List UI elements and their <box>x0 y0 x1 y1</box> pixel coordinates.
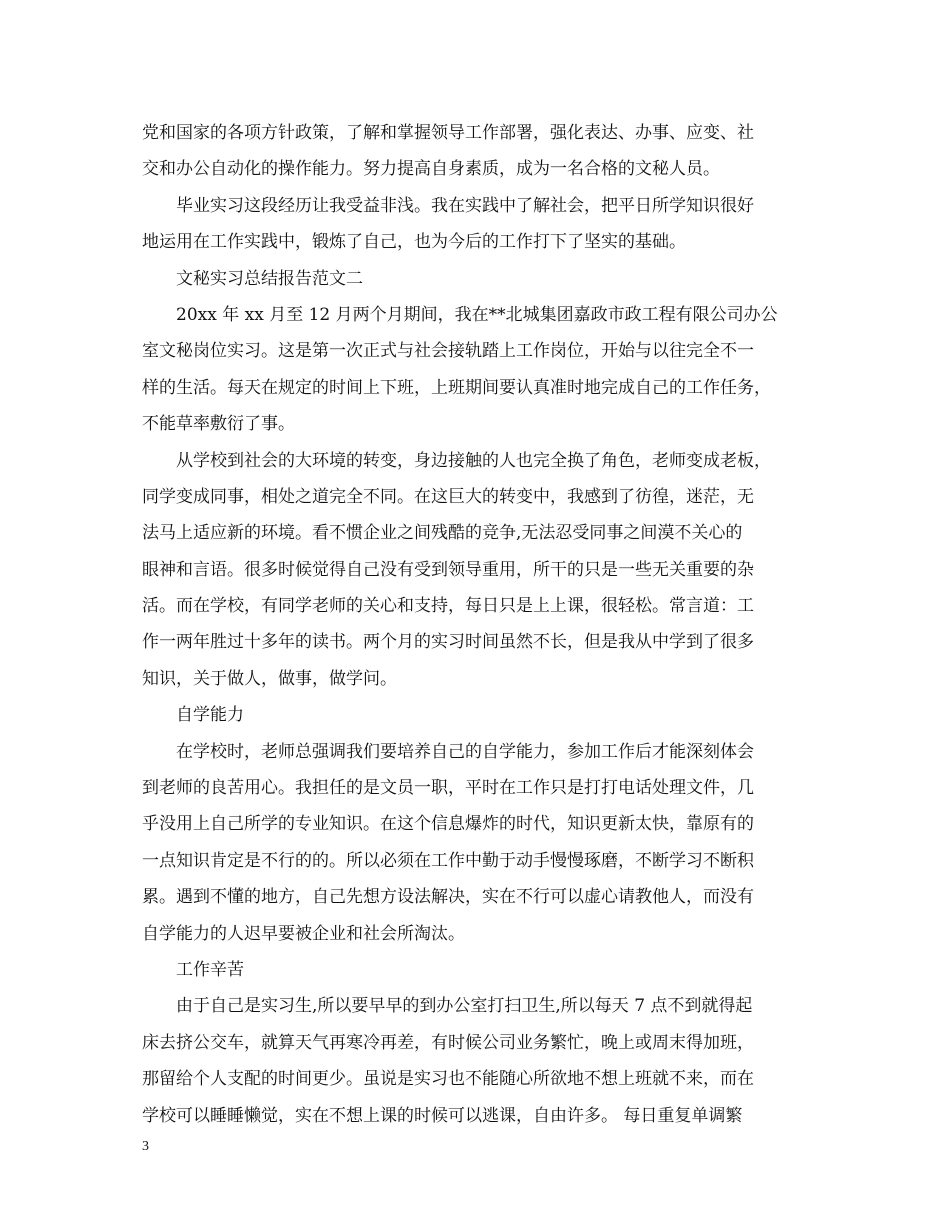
text-line: 党和国家的各项方针政策，了解和掌握领导工作部署，强化表达、办事、应变、社 <box>142 123 754 143</box>
text-line: 由于自己是实习生,所以要早早的到办公室打扫卫生,所以每天 7 点不到就得起 <box>176 996 753 1017</box>
document-body <box>142 115 814 1134</box>
text-line: 自学能力的人迟早要被企业和社会所淘汰。 <box>142 923 465 944</box>
text-line: 活。而在学校，有同学老师的关心和支持，每日只是上上课，很轻松。常言道：工 <box>142 596 754 617</box>
text-line: 知识，关于做人，做事，做学问。 <box>142 668 397 689</box>
text-line: 自学能力 <box>176 705 244 726</box>
text-line: 不能草率敷衍了事。 <box>142 414 295 435</box>
text-line: 同学变成同事，相处之道完全不同。在这巨大的转变中，我感到了彷徨，迷茫，无 <box>142 486 754 507</box>
text-line: 毕业实习这段经历让我受益非浅。我在实践中了解社会，把平日所学知识很好 <box>176 195 754 216</box>
text-line: 眼神和言语。很多时候觉得自己没有受到领导重用，所干的只是一些无关重要的杂 <box>142 559 754 580</box>
text-line: 从学校到社会的大环境的转变，身边接触的人也完全换了角色，老师变成老板， <box>176 450 771 471</box>
text-line: 在学校时，老师总强调我们要培养自己的自学能力，参加工作后才能深刻体会 <box>176 741 754 762</box>
page-number: 3 <box>142 1139 149 1154</box>
text-line: 交和办公自动化的操作能力。努力提高自身素质，成为一名合格的文秘人员。 <box>142 159 720 180</box>
text-line: 作一两年胜过十多年的读书。两个月的实习时间虽然不长，但是我从中学到了很多 <box>142 632 754 653</box>
text-line: 文秘实习总结报告范文二 <box>176 268 363 289</box>
text-line: 工作辛苦 <box>176 959 244 980</box>
text-line: 累。遇到不懂的地方，自己先想方设法解决，实在不行可以虚心请教他人，而没有 <box>142 887 754 908</box>
text-line: 床去挤公交车，就算天气再寒冷再差，有时候公司业务繁忙，晚上或周末得加班， <box>142 1032 754 1053</box>
text-line: 地运用在工作实践中，锻炼了自己，也为今后的工作打下了坚实的基础。 <box>142 232 686 253</box>
text-line: 一点知识肯定是不行的的。所以必须在工作中勤于动手慢慢琢磨，不断学习不断积 <box>142 850 754 871</box>
text-line: 样的生活。每天在规定的时间上下班，上班期间要认真准时地完成自己的工作任务， <box>142 377 771 398</box>
text-line: 乎没用上自己所学的专业知识。在这个信息爆炸的时代，知识更新太快，靠原有的 <box>142 814 754 835</box>
text-line: 室文秘岗位实习。这是第一次正式与社会接轨踏上工作岗位，开始与以往完全不一 <box>142 341 754 362</box>
text-line: 到老师的良苦用心。我担任的是文员一职，平时在工作只是打打电话处理文件，几 <box>142 778 754 799</box>
text-line: 法马上适应新的环境。看不惯企业之间残酷的竞争,无法忍受同事之间漠不关心的 <box>142 523 743 544</box>
text-line: 学校可以睡睡懒觉，实在不想上课的时候可以逃课，自由许多。 每日重复单调繁 <box>142 1105 743 1126</box>
text-line: 20xx 年 xx 月至 12 月两个月期间，我在**北城集团嘉政市政工程有限公司办公 <box>176 304 778 325</box>
text-line: 那留给个人支配的时间更少。虽说是实习也不能随心所欲地不想上班就不来，而在 <box>142 1069 754 1090</box>
